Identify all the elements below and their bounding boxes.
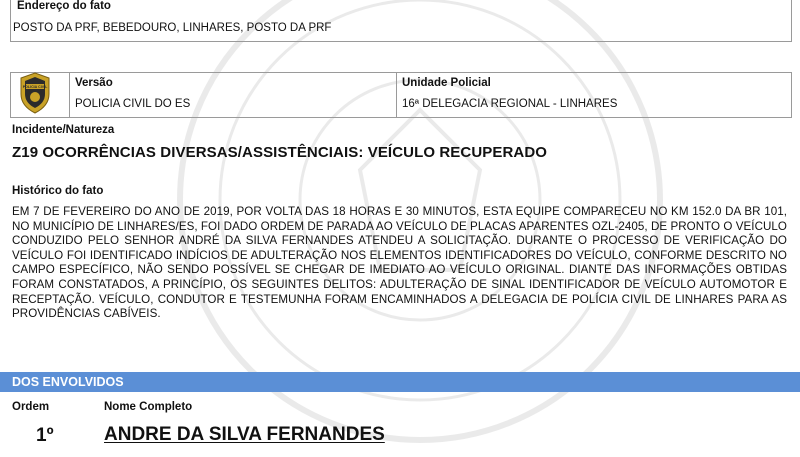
address-label: Endereço do fato bbox=[17, 0, 111, 12]
involved-name: ANDRE DA SILVA FERNANDES bbox=[104, 424, 385, 445]
involved-section-title: DOS ENVOLVIDOS bbox=[12, 375, 124, 389]
incident-value: Z19 OCORRÊNCIAS DIVERSAS/ASSISTÊNCIAIS: VEÍCULO RECUPERADO bbox=[12, 144, 548, 161]
badge-divider bbox=[69, 73, 70, 117]
unit-box bbox=[10, 72, 792, 118]
badge-text: POLICIA CIVIL bbox=[22, 85, 48, 90]
involved-order: 1º bbox=[36, 425, 54, 446]
unit-value: 16ª DELEGACIA REGIONAL - LINHARES bbox=[402, 98, 618, 110]
address-value: POSTO DA PRF, BEBEDOURO, LINHARES, POSTO DA PRF bbox=[13, 22, 332, 34]
version-value: POLICIA CIVIL DO ES bbox=[75, 98, 191, 110]
name-column-header: Nome Completo bbox=[104, 401, 193, 413]
incident-label: Incidente/Natureza bbox=[12, 124, 115, 136]
history-text: EM 7 DE FEVEREIRO DO ANO DE 2019, POR VOLTA DAS 18 HORAS E 30 MINUTOS, ESTA EQUIPE COMPARECEU NO KM 152.0 DA BR 101, NO MUNICÍPIO DE LINHARES/ES, FOI DADO ORDEM DE PARADA AO VEÍCULO DE PLACAS APARENTES OZL-2405, DE PRONTO O VEÍCULO CONDUZIDO PELO SENHOR ANDRÉ DA SILVA FERNANDES ATENDEU A SOLICITAÇÃO. DURANTE O PROCESSO DE VERIFICAÇÃO DO VEÍCULO FOI IDENTIFICADO INDÍCIOS DE ADULTERAÇÃO NOS ELEMENTOS IDENTIFICADORES DO VEÍCULO, CONFORME DESCRITO NO CAMPO ESPECÍFICO, NÃO SENDO POSSÍVEL SE CHEGAR DE IMEDIATO AO VEÍCULO ORIGINAL. DIANTE DAS INFORMAÇÕES OBTIDAS FORAM CONSTATADOS, A PRINCÍPIO, OS SEGUINTES DELITOS: ADULTERAÇÃO DE SINAL IDENTIFICADOR DE VEÍCULO AUTOMOTOR E RECEPTAÇÃO. VEÍCULO, CONDUTOR E TESTEMUNHA FORAM ENCAMINHADOS A DELEGACIA DE POLÍCIA CIVIL DE LINHARES PARA AS PROVIDÊNCIAS CABÍVEIS. bbox=[12, 205, 787, 321]
column-divider bbox=[396, 73, 397, 117]
order-column-header: Ordem bbox=[12, 401, 50, 413]
address-box bbox=[10, 0, 792, 42]
police-badge-icon bbox=[18, 72, 52, 114]
version-label: Versão bbox=[75, 77, 113, 89]
involved-section-bar bbox=[0, 372, 800, 392]
unit-label: Unidade Policial bbox=[402, 77, 491, 89]
history-label: Histórico do fato bbox=[12, 185, 104, 197]
